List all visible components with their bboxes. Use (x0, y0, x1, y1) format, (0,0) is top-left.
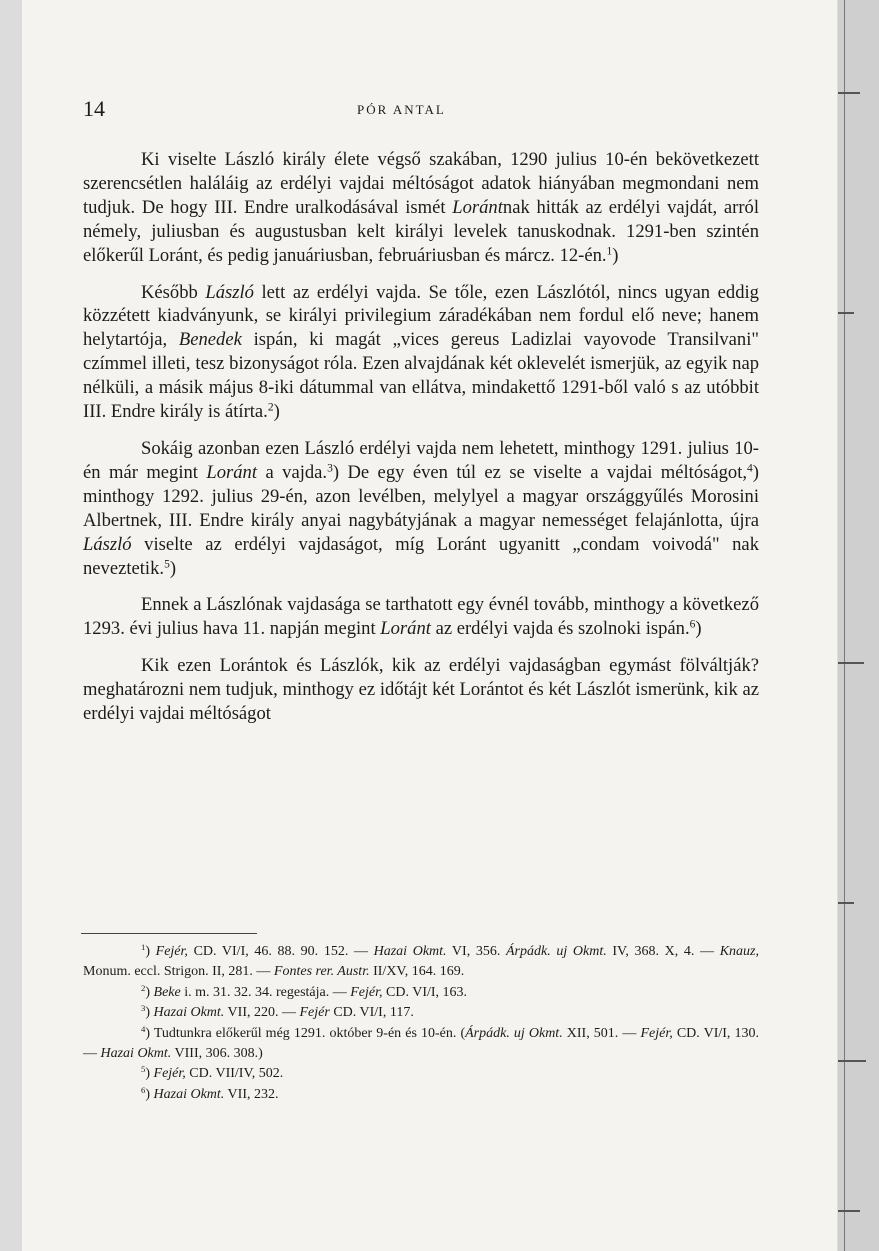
footnote-marker: 4 (141, 1023, 146, 1034)
source-italic: Knauz, (719, 944, 759, 959)
footnote-marker: 1 (141, 942, 146, 953)
paragraph (83, 437, 759, 580)
source-italic: Fejér, (350, 984, 383, 1000)
text-run: CD. VI/I, 46. 88. 90. 152. — (187, 944, 374, 959)
footnote-marker: 3 (141, 1003, 146, 1014)
text-run: ) Tudtunkra előkerűl még 1291. október 9-én és 10-én. ( (145, 1025, 466, 1041)
margin-mark (838, 662, 864, 664)
footnote-marker: 2 (141, 983, 146, 994)
text-run: XII, 501. — (562, 1025, 641, 1041)
paragraph: Kik ezen Lorántok és Lászlók, kik az erdélyi vajdaságban egymást fölváltják? meghatározni nem tudjuk, minthogy ez időtájt két Lorántot és két Lászlót ismerünk, kik az erdélyi vajdai méltóságot (83, 655, 759, 725)
text-run: ) (145, 1066, 154, 1082)
text-run: CD. VII/IV, 502. (185, 1066, 284, 1082)
name-italic: László (83, 533, 132, 555)
footnote-ref: 3 (327, 462, 333, 475)
source-italic: Árpádk. uj Okmt. (465, 1025, 563, 1041)
footnote-ref: 4 (747, 462, 753, 475)
text-run: ) (145, 984, 154, 1000)
footnote (83, 983, 759, 1003)
text-run: ) (145, 944, 156, 959)
text-run: VIII, 306. 308.) (171, 1046, 263, 1062)
name-italic: Loránt (452, 196, 503, 218)
footnote-rule (81, 933, 257, 934)
margin-mark (838, 92, 860, 94)
source-italic: Fejér, (153, 1066, 186, 1082)
paragraph (83, 593, 759, 641)
text-run: Ennek a Lászlónak vajdasága se tarthatott egy évnél tovább, minthogy a következő 1293. évi julius hava 11. napján megint (83, 594, 759, 640)
text-run: Ki viselte László király élete végső szakában, 1290 julius 10-én bekövetkezett szerencsétlen haláláig az erdélyi vajdai méltóságot adatok hiányában megmondani nem tudjuk. De hogy III. Endre uralkodásával ismét (83, 149, 759, 218)
footnote-ref: 5 (164, 558, 170, 571)
text-run: VII, 220. — (224, 1005, 300, 1021)
page-number: 14 (83, 96, 105, 121)
source-italic: Fontes rer. Austr. (273, 964, 370, 980)
main-text (83, 148, 759, 739)
text-run: CD. VI/I, 130. — (83, 1025, 759, 1062)
margin-mark (838, 1210, 860, 1212)
name-italic: Loránt (380, 618, 431, 640)
footnote (83, 1024, 759, 1065)
footnote-ref: 2 (267, 401, 274, 414)
margin-mark (838, 902, 854, 904)
text-run: ) minthogy 1292. julius 29-én, azon levélben, melylyel a magyar országgyűlés Morosini Albertnek, III. Endre király anyai nagybátyjának a magyar nemességet felajánlotta, újra (83, 461, 759, 531)
text-run: i. m. 31. 32. 34. regestája. — (180, 984, 351, 1000)
footnote-marker: 6 (141, 1085, 146, 1096)
text-run: ) (612, 244, 619, 266)
text-run: ) (145, 1086, 154, 1102)
text-run: az erdélyi vajda és szolnoki ispán. (430, 618, 690, 640)
text-run: ) (169, 557, 177, 579)
text-run: viselte az erdélyi vajdaságot, míg Loránt ugyanitt „condam voivodá" nak neveztetik. (83, 533, 759, 579)
footnote (83, 942, 759, 983)
text-run: ) (145, 1005, 154, 1021)
source-italic: Árpádk. uj Okmt. (506, 944, 607, 959)
text-run: Monum. eccl. Strigon. II, 281. — (83, 964, 274, 980)
text-run: ) (273, 401, 280, 423)
name-italic: László (205, 281, 254, 303)
binding-line (844, 0, 845, 1251)
name-italic: Benedek (178, 329, 242, 351)
source-italic: Fejér, (640, 1025, 673, 1041)
source-italic: Fejér (299, 1005, 330, 1021)
footnote (83, 1085, 759, 1105)
footnote-ref: 1 (606, 245, 613, 258)
source-italic: Fejér, (155, 944, 188, 959)
source-italic: Hazai Okmt. (373, 944, 447, 959)
paragraph (83, 281, 759, 424)
margin-mark (838, 1060, 866, 1062)
text-run: ) (695, 618, 702, 640)
paragraph (83, 148, 759, 268)
text-run: a vajda. (257, 461, 328, 483)
footnote (83, 1064, 759, 1084)
text-run: Sokáig azonban ezen László erdélyi vajda nem lehetett, minthogy 1291. julius 10-én már megint (83, 437, 759, 483)
text-run: ispán, ki magát „vices gereus Ladizlai vayovode Transilvani" czímmel illeti, tesz bizonyságot róla. Ezen alvajdának két oklevelét ismerjük, az egyik nap nélküli, a másik május 8-iki dátummal van ellátva, mindakettő 1291-ből való s az utóbbit III. Endre király is átírta. (83, 329, 759, 423)
name-italic: Loránt (206, 461, 258, 483)
text-run: nak hitták az erdélyi vajdát, arról némely, juliusban és augustusban kelt királyi levelek tanuskodnak. 1291-ben szintén előkerűl Loránt, és pedig januáriusban, februáriusban és márcz. 12-én. (83, 196, 759, 266)
source-italic: Hazai Okmt. (100, 1046, 172, 1062)
running-title: PÓR ANTAL (357, 102, 446, 117)
text-run: Később (141, 281, 206, 303)
text-run: lett az erdélyi vajda. Se tőle, ezen Lászlótól, nincs ugyan eddig közzétett kiadványunk, se királyi privilegium záradékában nem fordul elő neve; hanem helytartója, (83, 281, 759, 351)
text-run: VI, 356. (446, 944, 506, 959)
source-italic: Beke (153, 984, 181, 1000)
source-italic: Hazai Okmt. (153, 1086, 225, 1102)
text-run: CD. VI/I, 163. (382, 984, 468, 1000)
scan-margin (838, 0, 879, 1251)
text-run: VII, 232. (224, 1086, 279, 1102)
text-run: ) De egy éven túl ez se viselte a vajdai méltóságot, (332, 461, 748, 483)
footnote (83, 1003, 759, 1023)
source-italic: Hazai Okmt. (153, 1005, 225, 1021)
margin-mark (838, 312, 854, 314)
book-page (22, 0, 837, 1251)
text-run: II/XV, 164. 169. (369, 964, 465, 980)
footnote-marker: 5 (141, 1064, 146, 1075)
footnote-ref: 6 (689, 618, 696, 631)
page-header (22, 96, 837, 124)
text-run: CD. VI/I, 117. (329, 1005, 414, 1021)
text-run: IV, 368. X, 4. — (606, 944, 720, 959)
footnotes (83, 942, 759, 1105)
